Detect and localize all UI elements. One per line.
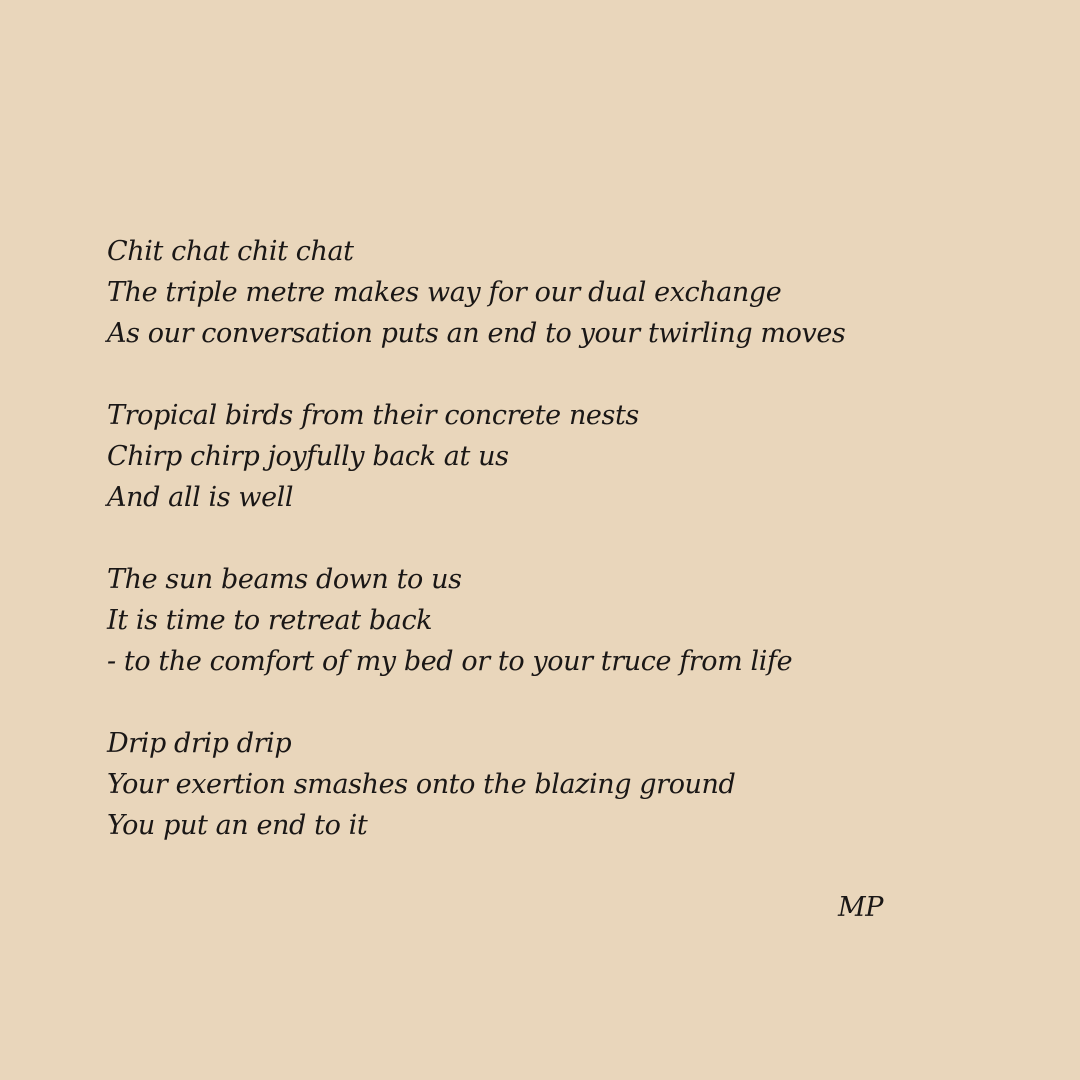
poem-line: And all is well <box>107 482 294 513</box>
poem-line: You put an end to it <box>107 810 368 841</box>
poem-line: Tropical birds from their concrete nests <box>107 400 639 431</box>
stanza-2 <box>107 395 887 518</box>
poem-line: As our conversation puts an end to your twirling moves <box>107 318 846 349</box>
stanza-3 <box>107 559 887 682</box>
stanza-1 <box>107 231 887 354</box>
poem-line: It is time to retreat back <box>107 605 433 636</box>
poem-line: Chit chat chit chat <box>107 236 354 267</box>
poem-line: Chirp chirp joyfully back at us <box>107 441 509 472</box>
poem-line: The triple metre makes way for our dual exchange <box>107 277 782 308</box>
poem-line: Drip drip drip <box>107 728 292 759</box>
poem-signature: MP <box>837 892 883 923</box>
poem-body <box>107 231 887 887</box>
poem-line: - to the comfort of my bed or to your truce from life <box>107 646 793 677</box>
poem-line: The sun beams down to us <box>107 564 462 595</box>
poem-line: Your exertion smashes onto the blazing ground <box>107 769 736 800</box>
stanza-4 <box>107 723 887 846</box>
